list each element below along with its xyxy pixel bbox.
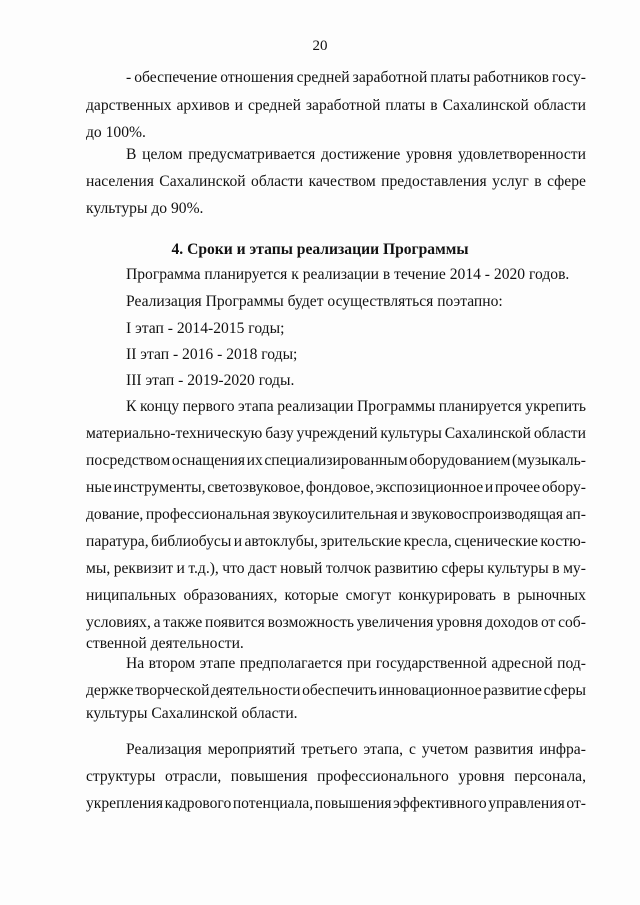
word: новый (280, 560, 323, 577)
word: предоставления (381, 173, 487, 190)
word: Реализация (126, 741, 202, 758)
word: предусматривается (188, 146, 316, 163)
text-line (86, 532, 586, 552)
word: сферы (543, 682, 586, 699)
word: инфра- (539, 741, 586, 758)
word: инновационное (378, 682, 482, 699)
word: третьего (301, 741, 358, 758)
word: в (534, 173, 542, 190)
text-line (86, 681, 586, 701)
text-line: культуры Сахалинской области. (86, 705, 298, 722)
word: К (126, 398, 137, 415)
word: сфере (547, 173, 586, 190)
text-line (126, 145, 586, 165)
word: уровня (458, 768, 505, 785)
word: держке (86, 682, 134, 699)
word: развития (474, 741, 534, 758)
word: базу (265, 425, 294, 442)
word: - (126, 69, 132, 86)
word: с (409, 741, 416, 758)
text-line (86, 424, 586, 444)
word: Программы (357, 398, 436, 415)
word: зрительские (320, 533, 402, 550)
word: звуковоспроизводящая (411, 506, 564, 523)
stage-item: I этап - 2014-2015 годы; (126, 320, 285, 337)
word: планируется (438, 398, 522, 415)
word: инструменты, (113, 479, 206, 496)
word: творческой (135, 682, 210, 699)
word: структуры (86, 768, 156, 785)
word: повышения (314, 795, 392, 812)
word: специализированным (264, 452, 408, 469)
text-line (86, 172, 586, 192)
word: средней (247, 97, 301, 114)
word: оснащения (171, 452, 246, 469)
word: удовлетворенности (457, 146, 586, 163)
page-number: 20 (312, 38, 328, 54)
text-line (86, 451, 586, 471)
word: адресной (491, 655, 553, 672)
word: укрепить (525, 398, 586, 415)
word: государственной (375, 655, 487, 672)
word: от (540, 614, 556, 631)
word: и (400, 506, 409, 523)
text-line (126, 68, 586, 88)
word: повышения (230, 768, 308, 785)
text-line: до 100%. (86, 124, 146, 141)
word: паратура, (86, 533, 149, 550)
text-line (86, 794, 586, 814)
word: и (234, 97, 244, 114)
word: прочее (494, 479, 541, 496)
word: мы, (86, 560, 111, 577)
word: услуг (492, 173, 529, 190)
word: Сахалинской (444, 425, 531, 442)
text-line (126, 397, 586, 417)
word: которые (284, 587, 339, 604)
word: отрасли, (164, 768, 222, 785)
word: области (533, 97, 586, 114)
word: в (552, 560, 560, 577)
word: автоклубы, (244, 533, 319, 550)
word: смогут (345, 587, 392, 604)
word: и (484, 479, 494, 496)
text-line: ственной деятельности. (86, 635, 244, 652)
word: материально-техническую (86, 425, 263, 442)
word: заработной (305, 97, 381, 114)
text-line (86, 586, 586, 606)
word: концу (139, 398, 180, 415)
word: потенциала, (232, 795, 314, 812)
word: этапа, (363, 741, 404, 758)
word: фондовое, (305, 479, 374, 496)
word: уровня (436, 614, 483, 631)
word: звукоусилительная (272, 506, 398, 523)
word: эффективного (393, 795, 487, 812)
text-line (126, 654, 586, 674)
word: оборудованием (409, 452, 511, 469)
text-line: Реализация Программы будет осуществляться поэтапно: (126, 293, 503, 310)
word: кресла, (403, 533, 452, 550)
word: доходов (485, 614, 539, 631)
word: мероприятий (207, 741, 296, 758)
word: а (153, 614, 161, 631)
word: Сахалинской (159, 173, 246, 190)
word: управления (488, 795, 565, 812)
word: в (430, 97, 438, 114)
word: даст (248, 560, 277, 577)
word: этапа (238, 398, 274, 415)
word: му- (563, 560, 586, 577)
word: реализации (277, 398, 354, 415)
text-line (86, 559, 586, 579)
word: экспозиционное (375, 479, 484, 496)
word: В (126, 146, 137, 163)
word: населения (86, 173, 154, 190)
word: и (176, 560, 185, 577)
text-line (86, 505, 586, 525)
word: первого (182, 398, 235, 415)
word: дарственных (86, 97, 172, 114)
word: обору- (541, 479, 586, 496)
word: На (126, 655, 145, 672)
text-line (86, 478, 586, 498)
word: также (163, 614, 203, 631)
word: учреждений (296, 425, 378, 442)
text-line (126, 740, 586, 760)
word: средней (296, 69, 350, 86)
word: реквизит (113, 560, 174, 577)
word: дование, (86, 506, 144, 523)
word: ап- (565, 506, 586, 523)
word: библиобусы (151, 533, 232, 550)
word: их (246, 452, 263, 469)
word: архивов (176, 97, 230, 114)
word: области (533, 425, 586, 442)
word: госу- (552, 69, 586, 86)
word: профессионального (317, 768, 449, 785)
word: профессиональная (145, 506, 270, 523)
word: платы (430, 69, 471, 86)
word: качеством (308, 173, 376, 190)
word: развитие (483, 682, 542, 699)
word: культуры (487, 560, 549, 577)
word: костю- (540, 533, 586, 550)
word: ниципальных (86, 587, 177, 604)
text-line: культуры до 90%. (86, 200, 204, 217)
word: условиях, (86, 614, 151, 631)
word: посредством (86, 452, 171, 469)
text-line (86, 767, 586, 787)
word: отношения (220, 69, 294, 86)
word: персонала, (514, 768, 586, 785)
word: появится (205, 614, 265, 631)
text-line (86, 613, 586, 633)
text-line: Программа планируется к реализации в течение 2014 - 2020 годов. (126, 266, 570, 283)
word: работников (473, 69, 550, 86)
word: платы (385, 97, 426, 114)
word: обеспечить (302, 682, 377, 699)
word: увеличения (356, 614, 434, 631)
word: (музыкаль- (512, 452, 586, 469)
word: что (222, 560, 245, 577)
word: ные (86, 479, 112, 496)
word: кадрового (164, 795, 232, 812)
word: сферы (441, 560, 484, 577)
word: образованиях, (183, 587, 278, 604)
word: деятельности (211, 682, 301, 699)
word: светозвуковое, (207, 479, 305, 496)
word: от- (566, 795, 586, 812)
word: в (502, 587, 511, 604)
word: втором (148, 655, 196, 672)
word: заработной (352, 69, 428, 86)
word: рыночных (517, 587, 586, 604)
word: развитию (374, 560, 438, 577)
word: при (346, 655, 372, 672)
word: соб- (558, 614, 586, 631)
text-line (86, 96, 586, 116)
word: достижение (320, 146, 401, 163)
stage-item: III этап - 2019-2020 годы. (126, 372, 295, 389)
word: целом (142, 146, 183, 163)
word: под- (557, 655, 586, 672)
word: сценические (454, 533, 538, 550)
word: области (251, 173, 304, 190)
word: возможность (267, 614, 354, 631)
word: учетом (421, 741, 469, 758)
word: этапе (199, 655, 236, 672)
word: культуры (380, 425, 442, 442)
word: уровня (406, 146, 453, 163)
word: укрепления (86, 795, 164, 812)
section-heading: 4. Сроки и этапы реализации Программы (171, 241, 469, 258)
word: обеспечение (134, 69, 218, 86)
word: и (233, 533, 243, 550)
word: т.д.), (188, 560, 219, 577)
stage-item: II этап - 2016 - 2018 годы; (126, 346, 298, 363)
word: Сахалинской (442, 97, 529, 114)
word: толчок (325, 560, 372, 577)
word: предполагается (239, 655, 343, 672)
word: конкурировать (398, 587, 496, 604)
